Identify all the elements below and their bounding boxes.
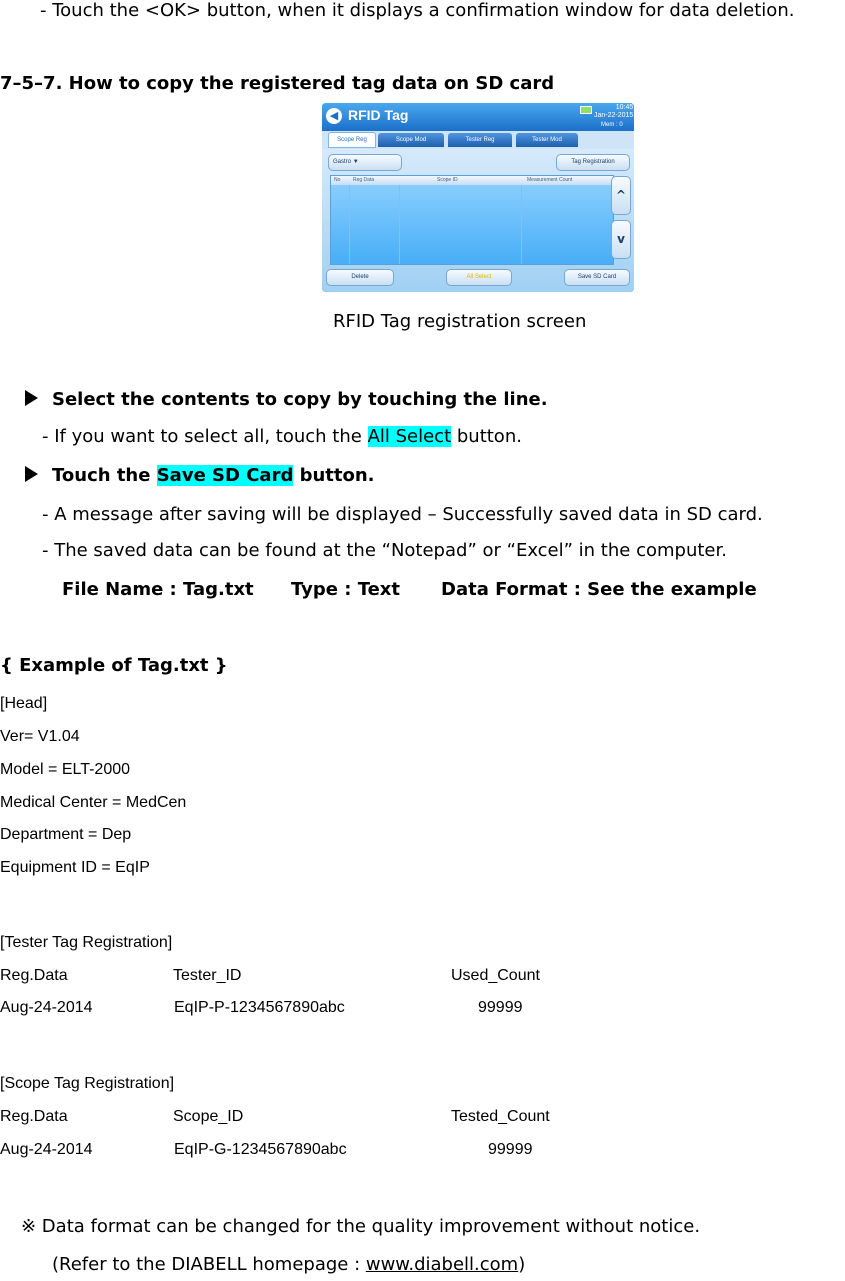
tester-row-date: Aug-24-2014 xyxy=(0,999,93,1016)
all-select-button[interactable]: All Select xyxy=(446,269,512,286)
tab-scope-reg[interactable]: Scope Reg xyxy=(328,132,376,148)
tester-header-regdata: Reg.Data xyxy=(0,967,68,984)
step-2-pre: Touch the xyxy=(52,465,157,486)
battery-icon xyxy=(580,106,592,114)
device-title: RFID Tag xyxy=(348,107,409,123)
col-scope-id: Scope ID xyxy=(437,177,458,183)
head-line: Medical Center = MedCen xyxy=(0,794,187,811)
dropdown-value: Gastro xyxy=(333,159,352,165)
arrow-left-icon[interactable]: ◀ xyxy=(326,108,342,124)
step-2-post: button. xyxy=(293,465,375,486)
device-mem: Mem : 0 xyxy=(601,122,623,128)
delete-button[interactable]: Delete xyxy=(326,269,394,286)
scope-row-count: 99999 xyxy=(488,1141,533,1158)
tab-tester-mod[interactable]: Tester Mod xyxy=(516,133,578,147)
col-measurement-count: Measurement Count xyxy=(527,177,573,183)
head-line: Ver= V1.04 xyxy=(0,728,80,745)
column-divider xyxy=(521,185,522,264)
homepage-link[interactable]: www.diabell.com xyxy=(365,1254,519,1275)
intro-line: - Touch the <OK> button, when it displays a confirmation window for data deletion. xyxy=(40,0,795,21)
refer-line xyxy=(52,1254,525,1275)
notice: ※ Data format can be changed for the quality improvement without notice. xyxy=(21,1216,701,1237)
scope-header-regdata: Reg.Data xyxy=(0,1108,68,1125)
col-no: No xyxy=(334,177,341,183)
scope-header-count: Tested_Count xyxy=(451,1108,550,1125)
step-2 xyxy=(25,465,375,486)
refer-pre: (Refer to the DIABELL homepage : xyxy=(52,1254,366,1275)
file-type: Type : Text xyxy=(291,579,401,600)
tester-section-title: [Tester Tag Registration] xyxy=(0,934,173,951)
scope-section-title: [Scope Tag Registration] xyxy=(0,1075,175,1092)
tester-header-id: Tester_ID xyxy=(173,967,242,984)
scope-row-date: Aug-24-2014 xyxy=(0,1141,93,1158)
column-divider xyxy=(349,185,350,264)
step-2-sub-1: - A message after saving will be displayed – Successfully saved data in SD card. xyxy=(42,504,763,525)
device-time: 10:45 xyxy=(615,104,634,111)
triangle-bullet-icon xyxy=(25,466,38,482)
all-select-highlight: All Select xyxy=(367,426,452,447)
scope-row-id: EqIP-G-1234567890abc xyxy=(174,1141,347,1158)
device-screenshot xyxy=(322,103,634,292)
figure-caption: RFID Tag registration screen xyxy=(333,311,587,332)
device-date: Jan-22-2015 xyxy=(594,112,634,119)
save-sd-card-button[interactable]: Save SD Card xyxy=(564,269,630,286)
step-1-sub-post: button. xyxy=(451,426,522,447)
section-title: 7–5–7. How to copy the registered tag data on SD card xyxy=(0,73,555,94)
chevron-down-icon: ▼ xyxy=(352,159,359,165)
device-clock xyxy=(594,104,633,120)
step-2-sub-2: - The saved data can be found at the “Notepad” or “Excel” in the computer. xyxy=(42,540,727,561)
tab-tester-reg[interactable]: Tester Reg xyxy=(448,133,512,147)
tester-header-count: Used_Count xyxy=(451,967,540,984)
refer-post: ) xyxy=(518,1254,526,1275)
tag-registration-button[interactable]: Tag Registration xyxy=(556,154,630,171)
head-line: [Head] xyxy=(0,695,48,712)
step-1 xyxy=(25,389,548,410)
column-divider xyxy=(399,185,400,264)
tester-row-id: EqIP-P-1234567890abc xyxy=(174,999,345,1016)
chevron-up-icon[interactable]: ^ xyxy=(611,176,631,215)
tag-table[interactable] xyxy=(330,175,614,265)
step-1-text: Select the contents to copy by touching the line. xyxy=(52,389,548,410)
head-line: Department = Dep xyxy=(0,826,132,843)
step-1-sub xyxy=(42,426,522,447)
chevron-down-icon[interactable]: v xyxy=(611,220,631,259)
step-1-sub-pre: - If you want to select all, touch the xyxy=(42,426,368,447)
data-format: Data Format : See the example xyxy=(441,579,757,600)
department-dropdown[interactable] xyxy=(328,154,402,171)
save-sd-card-highlight: Save SD Card xyxy=(156,465,294,486)
head-line: Model = ELT-2000 xyxy=(0,761,131,778)
scope-header-id: Scope_ID xyxy=(173,1108,244,1125)
head-line: Equipment ID = EqIP xyxy=(0,859,150,876)
file-name: File Name : Tag.txt xyxy=(62,579,254,600)
triangle-bullet-icon xyxy=(25,390,38,406)
col-reg-data: Reg Data xyxy=(353,177,375,183)
tester-row-count: 99999 xyxy=(478,999,523,1016)
example-title: { Example of Tag.txt } xyxy=(0,655,228,676)
tab-scope-mod[interactable]: Scope Mod xyxy=(378,133,444,147)
